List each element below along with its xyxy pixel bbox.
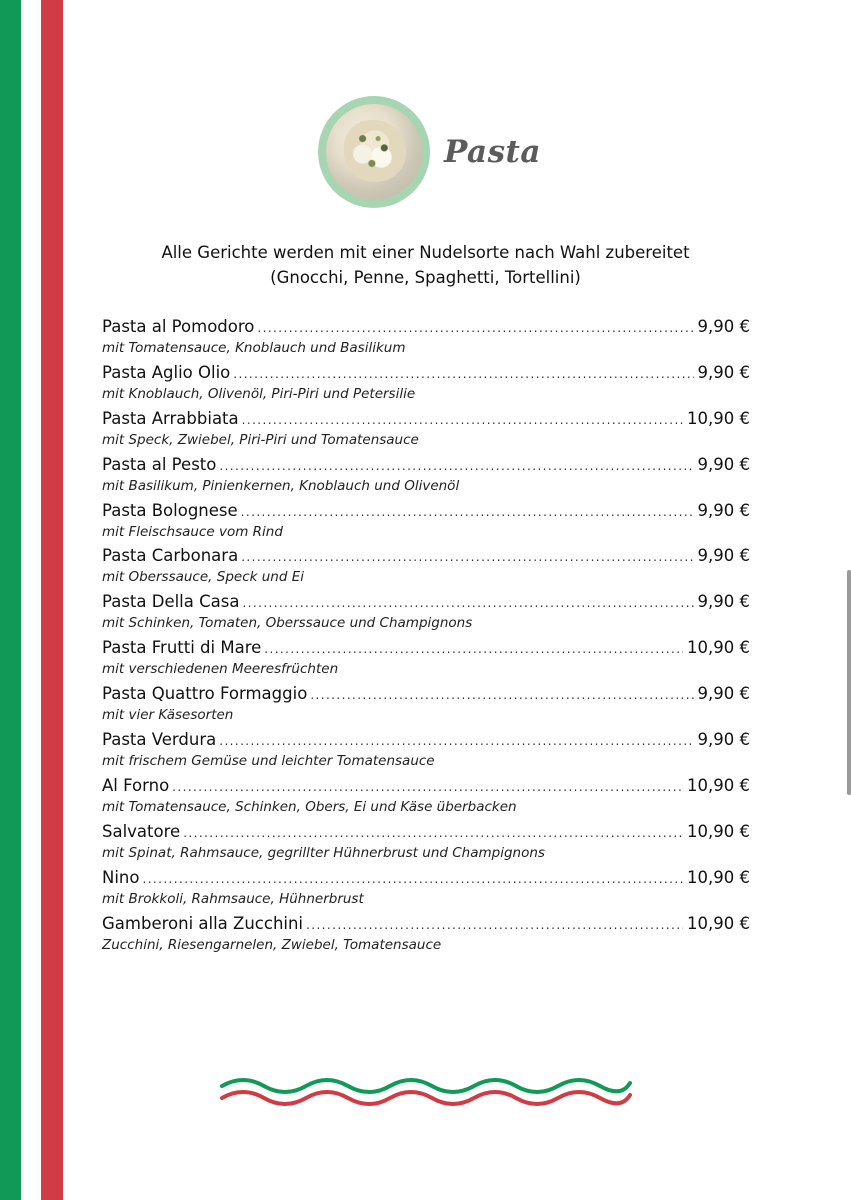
menu-item-price: 9,90 € — [697, 684, 750, 704]
menu-item — [102, 729, 750, 775]
menu-item-name: Pasta Frutti di Mare — [102, 638, 262, 658]
menu-item-price: 10,90 € — [687, 638, 750, 658]
intro-line-2: (Gnocchi, Penne, Spaghetti, Tortellini) — [270, 268, 581, 287]
menu-item-name: Pasta al Pesto — [102, 454, 217, 474]
dot-leader — [142, 868, 683, 890]
menu-item-name: Gamberoni alla Zucchini — [102, 913, 304, 933]
menu-item-description: mit Basilikum, Pinienkernen, Knoblauch und Olivenöl — [102, 477, 460, 494]
menu-list — [102, 316, 750, 958]
page-title: Pasta — [444, 133, 541, 170]
menu-item-description: mit verschiedenen Meeresfrüchten — [102, 661, 339, 678]
dot-leader — [233, 363, 693, 385]
menu-item-name: Pasta Carbonara — [102, 546, 239, 566]
flag-stripe-green — [0, 0, 21, 1200]
wave-ornament-green — [222, 1080, 630, 1092]
menu-item — [102, 867, 750, 913]
menu-item — [102, 500, 750, 546]
scrollbar-thumb[interactable] — [847, 570, 851, 795]
menu-item — [102, 913, 750, 959]
dot-leader — [310, 684, 693, 706]
dot-leader — [219, 730, 693, 752]
dot-leader — [241, 546, 693, 568]
intro-line-1: Alle Gerichte werden mit einer Nudelsorte nach Wahl zubereitet — [161, 243, 690, 262]
menu-item-description: mit Fleischsauce vom Rind — [102, 523, 283, 540]
menu-item-price: 9,90 € — [697, 500, 750, 520]
menu-item-description: mit Tomatensauce, Knoblauch und Basilikum — [102, 340, 406, 356]
menu-item-description: mit Oberssauce, Speck und Ei — [102, 569, 304, 586]
menu-item — [102, 545, 750, 591]
menu-item-name: Pasta Aglio Olio — [102, 362, 231, 382]
menu-item-description: mit Speck, Zwiebel, Piri-Piri und Tomatensauce — [102, 431, 419, 448]
menu-item-price: 9,90 € — [697, 730, 750, 750]
dot-leader — [306, 914, 683, 936]
menu-item — [102, 454, 750, 500]
menu-item-description: mit Spinat, Rahmsauce, gegrillter Hühnerbrust und Champignons — [102, 844, 545, 861]
menu-item-name: Pasta Quattro Formaggio — [102, 684, 308, 704]
menu-item-price: 10,90 € — [687, 821, 750, 841]
menu-item-name: Al Forno — [102, 775, 170, 795]
menu-item-name: Pasta Della Casa — [102, 592, 240, 612]
menu-item — [102, 408, 750, 454]
menu-item — [102, 316, 750, 362]
menu-item — [102, 821, 750, 867]
menu-item-price: 10,90 € — [687, 775, 750, 795]
menu-item-name: Pasta Bolognese — [102, 500, 238, 520]
dot-leader — [219, 455, 693, 477]
intro-text — [63, 240, 788, 290]
flag-stripe-white — [21, 0, 41, 1200]
menu-item-price: 9,90 € — [697, 362, 750, 382]
menu-item-name: Pasta al Pomodoro — [102, 317, 255, 336]
menu-item-description: Zucchini, Riesengarnelen, Zwiebel, Tomatensauce — [102, 936, 442, 953]
menu-item-price: 10,90 € — [687, 867, 750, 887]
menu-item-price: 10,90 € — [687, 408, 750, 428]
dot-leader — [241, 501, 694, 523]
pasta-dish-image — [326, 104, 422, 200]
menu-item — [102, 362, 750, 408]
page-header — [318, 94, 541, 209]
menu-item-name: Nino — [102, 867, 140, 887]
menu-item-price: 9,90 € — [697, 317, 750, 336]
menu-item — [102, 637, 750, 683]
menu-item-price: 10,90 € — [687, 913, 750, 933]
dot-leader — [242, 409, 683, 431]
menu-item — [102, 591, 750, 637]
menu-item-description: mit frischem Gemüse und leichter Tomatensauce — [102, 753, 435, 770]
dot-leader — [172, 776, 683, 798]
menu-item-name: Pasta Arrabbiata — [102, 408, 239, 428]
menu-item-description: mit vier Käsesorten — [102, 707, 234, 724]
menu-item-price: 9,90 € — [697, 592, 750, 612]
menu-item-description: mit Schinken, Tomaten, Oberssauce und Champignons — [102, 615, 473, 632]
wave-ornament — [218, 1068, 636, 1110]
menu-item-name: Pasta Verdura — [102, 730, 217, 750]
dot-leader — [264, 638, 683, 660]
menu-item-price: 9,90 € — [697, 454, 750, 474]
flag-stripe-red — [41, 0, 63, 1200]
menu-item-description: mit Tomatensauce, Schinken, Obers, Ei und Käse überbacken — [102, 798, 517, 815]
menu-item — [102, 683, 750, 729]
dot-leader — [183, 822, 683, 844]
menu-item-name: Salvatore — [102, 821, 181, 841]
dot-leader — [242, 592, 693, 614]
menu-item-description: mit Brokkoli, Rahmsauce, Hühnerbrust — [102, 890, 364, 907]
dot-leader — [257, 317, 693, 339]
menu-item — [102, 775, 750, 821]
pasta-dish-photo — [318, 96, 430, 208]
menu-item-description: mit Knoblauch, Olivenöl, Piri-Piri und Petersilie — [102, 385, 416, 402]
menu-item-price: 9,90 € — [697, 546, 750, 566]
